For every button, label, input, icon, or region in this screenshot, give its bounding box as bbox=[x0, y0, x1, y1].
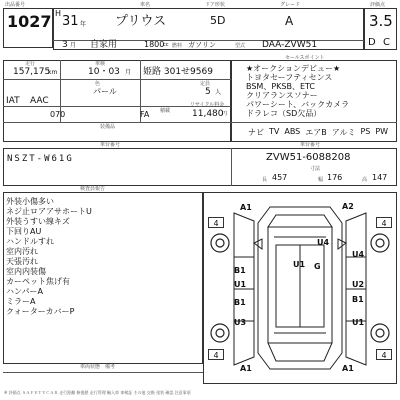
inspection-unit: 月 bbox=[125, 69, 132, 76]
trim-code: FA bbox=[140, 110, 150, 119]
notes-title: 検査員報告 bbox=[80, 186, 106, 192]
usage: 自家用 bbox=[90, 40, 118, 50]
type-label: 型式 bbox=[235, 43, 246, 49]
extra-label: 装備品 bbox=[100, 124, 116, 130]
option-navi: ナビ bbox=[248, 128, 264, 137]
mark-u4: U4 bbox=[317, 238, 330, 247]
mark-u1: U1 bbox=[234, 280, 247, 289]
mark-a1: A1 bbox=[240, 364, 252, 373]
mark-u3: U3 bbox=[234, 318, 247, 327]
option-abs: ABS bbox=[284, 127, 301, 136]
recycle-label: リサイクル料金 bbox=[190, 102, 225, 108]
width: 176 bbox=[327, 173, 343, 182]
note-line: 天張汚れ bbox=[6, 257, 38, 266]
options-row bbox=[248, 127, 388, 138]
note-line: ハンドルすれ bbox=[6, 237, 54, 246]
note-line: 外装小傷多い bbox=[6, 197, 54, 206]
model-code: DAA-ZVW51 bbox=[262, 40, 318, 50]
capacity: 5 bbox=[205, 87, 211, 97]
sales-point: ドラレコ（SD欠品） bbox=[246, 109, 322, 118]
option-pw: PW bbox=[375, 127, 389, 136]
mark-four-box: 4 bbox=[376, 217, 392, 228]
sales-point: クリアランスソナー bbox=[246, 91, 318, 100]
note-line: ネジ止ロアアサホートU bbox=[6, 207, 92, 216]
mark-a2: A2 bbox=[342, 202, 354, 211]
mark-four-box: 4 bbox=[376, 349, 392, 360]
grade: A bbox=[285, 14, 294, 28]
frame-prefix: NSZT-W61G bbox=[7, 154, 74, 164]
mileage-label: 走行 bbox=[25, 61, 36, 67]
doors: 5D bbox=[210, 14, 226, 27]
color: パール bbox=[93, 87, 117, 96]
mark-u1: U1 bbox=[293, 260, 306, 269]
fuel: ガソリン bbox=[188, 41, 216, 49]
mileage: 157,175 bbox=[13, 67, 51, 77]
make-label: 車名 bbox=[140, 2, 151, 8]
sales-point: BSM、PKSB、ETC bbox=[246, 82, 316, 91]
month-value: 3 bbox=[62, 40, 68, 50]
sales-point: トヨタセーフティセンス bbox=[246, 73, 333, 82]
mark-a1: A1 bbox=[240, 203, 252, 212]
mark-b1: B1 bbox=[234, 298, 246, 307]
sales-point: ★オークションデビュー★ bbox=[246, 64, 341, 73]
vin: ZVW51-6088208 bbox=[266, 152, 351, 163]
note-line: 下回りAU bbox=[6, 227, 42, 236]
height: 147 bbox=[372, 173, 388, 182]
load-label: 積載 bbox=[160, 108, 171, 114]
width-label: 幅 bbox=[318, 177, 324, 183]
notes-bottom-label: 車両状態 備考 bbox=[80, 364, 116, 370]
mark-a1: A1 bbox=[342, 364, 354, 373]
era-prefix: H bbox=[55, 9, 62, 18]
length: 457 bbox=[272, 173, 288, 182]
car-name: プリウス bbox=[115, 14, 167, 29]
year-unit: 年 bbox=[80, 21, 87, 28]
month-unit: 月 bbox=[70, 42, 77, 49]
capacity-label: 定員 bbox=[200, 81, 211, 87]
option-tv: TV bbox=[269, 127, 280, 136]
mark-four-box: 4 bbox=[208, 349, 224, 360]
mark-g: G bbox=[314, 262, 321, 271]
height-label: 高 bbox=[362, 177, 368, 183]
mark-u2: U2 bbox=[352, 280, 365, 289]
lot-label: 出品番号 bbox=[5, 2, 26, 8]
door-label: ドア形状 bbox=[205, 2, 225, 8]
interior-grade: D bbox=[368, 37, 376, 48]
grade-label: グレード bbox=[280, 2, 301, 8]
note-line: カーペット焦げ有 bbox=[6, 277, 70, 286]
mark-b1: B1 bbox=[352, 295, 364, 304]
inspection-label: 車検 bbox=[95, 61, 106, 67]
note-line: ミラーA bbox=[6, 297, 36, 306]
vin-label: 車台番号 bbox=[300, 142, 321, 148]
mileage-unit: km bbox=[48, 69, 58, 76]
note-line: ハンパーA bbox=[6, 287, 43, 296]
sales-point-label: セールスポイント bbox=[285, 55, 325, 61]
option-airbag: エアB bbox=[305, 128, 327, 137]
inspection: 10・03 bbox=[88, 67, 120, 77]
note-line: 室内内装傷 bbox=[6, 267, 46, 276]
notes-list bbox=[6, 197, 92, 317]
mark-four-box: 4 bbox=[208, 217, 224, 228]
footer-text: ※ 評価点 ＳＡＦＥＴＹＣＡＲ 走行距離 修復歴 走行管理 輸入車 車検証 その他 交換 塗装 確認 注意事項 bbox=[4, 390, 191, 395]
note-line: 外装うすい線キズ bbox=[6, 217, 70, 226]
year-value: 31 bbox=[62, 14, 79, 29]
note-line: クォーターカバーP bbox=[6, 307, 75, 316]
exterior-grade: C bbox=[383, 37, 390, 48]
fuel-label: 燃料 bbox=[172, 43, 183, 49]
length-label: 長 bbox=[262, 177, 268, 183]
score-label: 評価点 bbox=[370, 2, 386, 8]
capacity-unit: 人 bbox=[215, 89, 222, 96]
plate: 姫路 301せ9569 bbox=[143, 67, 213, 77]
aircon: AAC bbox=[30, 96, 49, 106]
car-diagram bbox=[203, 192, 397, 384]
size-label: 寸法 bbox=[310, 166, 321, 172]
sales-point-list bbox=[246, 64, 349, 118]
displacement: 1800 bbox=[144, 40, 165, 49]
score: 3.5 bbox=[369, 12, 393, 30]
option-alloy: アルミ bbox=[331, 128, 356, 137]
transmission: IAT bbox=[6, 96, 20, 106]
frame-label: 車台番号 bbox=[100, 142, 121, 148]
option-ps: PS bbox=[360, 127, 371, 136]
sales-point: パワーシート、バックカメラ bbox=[246, 100, 350, 109]
mark-b1: B1 bbox=[234, 266, 246, 275]
mark-u4: U4 bbox=[352, 250, 365, 259]
displacement-unit: cc bbox=[163, 42, 169, 48]
color-label: 色 bbox=[95, 81, 101, 87]
note-line: 室内汚れ bbox=[6, 247, 38, 256]
lot-number: 1027 bbox=[7, 12, 52, 31]
car-outline bbox=[204, 193, 396, 383]
color-code: 070 bbox=[50, 110, 66, 119]
recycle-fee: 11,480 bbox=[192, 109, 224, 119]
mark-u1: U1 bbox=[352, 318, 365, 327]
recycle-unit: 円 bbox=[222, 111, 228, 117]
